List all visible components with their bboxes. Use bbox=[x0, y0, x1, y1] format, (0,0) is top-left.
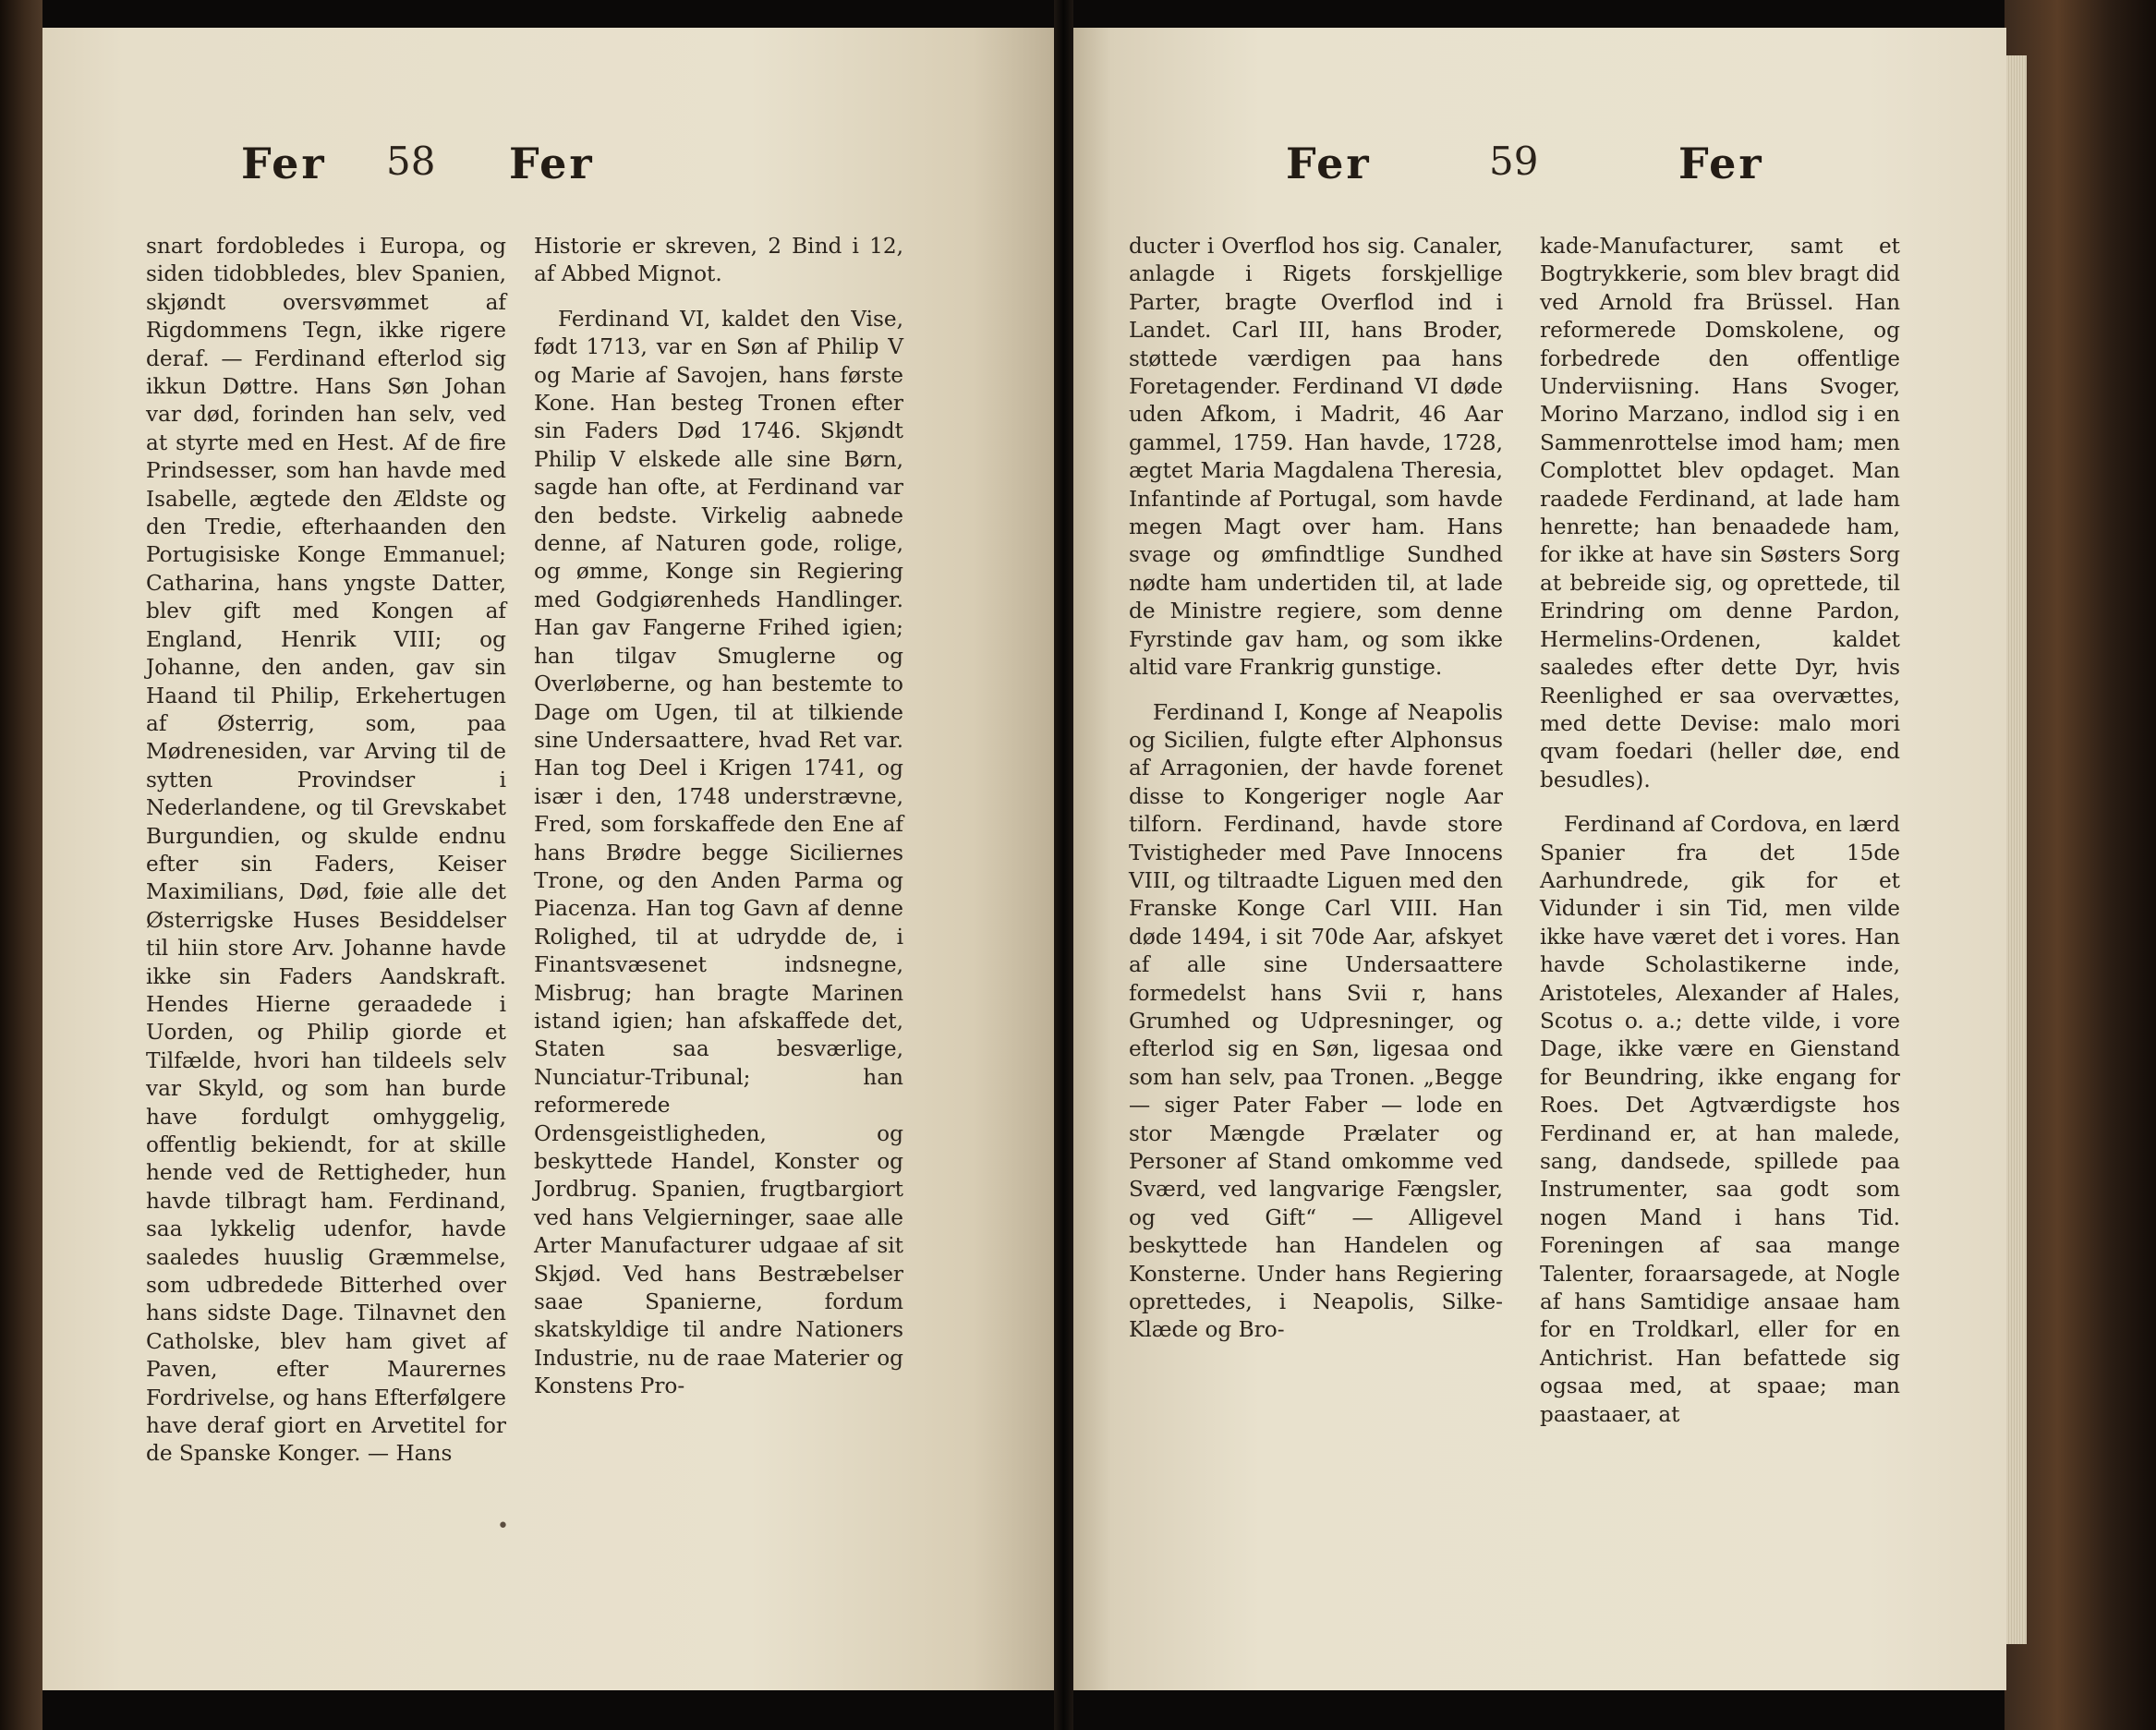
signature-dot: • bbox=[497, 1515, 509, 1538]
dictionary-entry-ferdinand-vi: Ferdinand VI, kaldet den Vise, født 1713, var en Søn af Philip V og Marie af Savojen, hans første Kone. Han besteg Tronen efter sin Faders Død 1746. Skjøndt Philip V elskede alle sine Børn, sagde han ofte, at Ferdinand var den bedste. Virkelig aabnede denne, af Naturen gode, rolige, og ømme, Konge sin Regiering med Godgiørenheds Handlinger. Han gav Fangerne Frihed igien; han tilgav Smuglerne og Overløberne, og han bestemte to Dage om Ugen, til at tilkiende sine Undersaattere, hvad Ret var. Han tog Deel i Krigen 1741, og især i den, 1748 understrævne, Fred, som forskaffede den Ene af hans Brødre begge Siciliernes Trone, og den Anden Parma og Piacenza. Han tog Gavn af denne Rolighed, til at udrydde de, i Finantsvæsenet indsnegne, Misbrug; han bragte Marinen istand igien; han afskaffede det, Staten saa besværlige, Nunciatur-Tribunal; han reformerede Ordensgeistligheden, og beskyttede Handel, Konster og Jordbrug. Spanien, frugtbargiort ved hans Velgierninger, saae alle Arter Manufacturer udgaae af sit Skjød. Ved hans Bestræbelser saae Spanierne, fordum skatskyldige til andre Nationers Industrie, nu de raae Materier og Konstens Pro- bbox=[534, 306, 903, 1399]
left-page bbox=[42, 28, 1054, 1690]
right-page-column-2 bbox=[1540, 233, 1900, 1429]
left-page-column-1 bbox=[146, 233, 506, 1469]
book-gutter bbox=[1054, 0, 1073, 1730]
page-number: 58 bbox=[386, 139, 436, 184]
page-number: 59 bbox=[1489, 139, 1539, 184]
running-headword-left: Fer bbox=[241, 139, 327, 188]
right-page-column-1 bbox=[1129, 233, 1503, 1345]
text-paragraph: kade-Manufacturer, samt et Bogtrykkerie, som blev bragt did ved Arnold fra Brüssel. Han reformerede Domskolene, og forbedrede den offentlige Underviisning. Hans Svoger, Morino Marzano, indlod sig i en Sammenrottelse imod ham; men Complottet blev opdaget. Man raadede Ferdinand, at lade ham henrette; han benaadede ham, for ikke at have sin Søsters Sorg at bebreide sig, og oprettede, til Erindring om denne Pardon, Hermelins-Ordenen, kaldet saaledes efter dette Dyr, hvis Reenlighed er saa overvættes, med dette Devise: malo mori qvam foedari (heller døe, end besudles). bbox=[1540, 234, 1900, 792]
book-cover-right-edge bbox=[2005, 0, 2156, 1730]
running-headword-right: Fer bbox=[1678, 139, 1764, 188]
text-paragraph: Historie er skreven, 2 Bind i 12, af Abbed Mignot. bbox=[534, 234, 903, 287]
book-cover-left-edge bbox=[0, 0, 42, 1730]
left-page-header bbox=[42, 139, 1054, 203]
dictionary-entry-ferdinand-af-cordova: Ferdinand af Cordova, en lærd Spanier fra det 15de Aarhundrede, gik for et Vidunder i sin Tid, men vilde ikke have været det i vores. Han havde Scholastikerne inde, Aristoteles, Alexander af Hales, Scotus o. a.; dette vilde, i vore Dage, ikke være en Gienstand for Beundring, ikke engang for Roes. Det Agtværdigste hos Ferdinand er, at han malede, sang, dandsede, spillede paa Instrumenter, saa godt som nogen Mand i hans Tid. Foreningen af saa mange Talenter, foraarsagede, at Nogle af hans Samtidige ansaae ham for en Troldkarl, eller for en Antichrist. Han befattede sig ogsaa med, at spaae; man paastaaer, at bbox=[1540, 812, 1900, 1427]
right-page bbox=[1073, 28, 2006, 1690]
running-headword-right: Fer bbox=[509, 139, 595, 188]
running-headword-left: Fer bbox=[1286, 139, 1372, 188]
left-page-column-2 bbox=[534, 233, 903, 1401]
right-page-header bbox=[1073, 139, 2006, 203]
text-paragraph: ducter i Overflod hos sig. Canaler, anlagde i Rigets forskjellige Parter, bragte Overflod ind i Landet. Carl III, hans Broder, støttede værdigen paa hans Foretagender. Ferdinand VI døde uden Afkom, i Madrit, 46 Aar gammel, 1759. Han havde, 1728, ægtet Maria Magdalena Theresia, Infantinde af Portugal, som havde megen Magt over ham. Hans svage og ømfindtlige Sundhed nødte ham undertiden til, at lade de Ministre regiere, som denne Fyrstinde gav ham, og som ikke altid vare Frankrig gunstige. bbox=[1129, 234, 1503, 681]
text-paragraph: snart fordobledes i Europa, og siden tidobbledes, blev Spanien, skjøndt oversvømmet af Rigdommens Tegn, ikke rigere deraf. — Ferdinand efterlod sig ikkun Døttre. Hans Søn Johan var død, forinden han selv, ved at styrte med en Hest. Af de fire Prindsesser, som han havde med Isabelle, ægtede den Ældste og den Tredie, efterhaanden den Portugisiske Konge Emmanuel; Catharina, hans yngste Datter, blev gift med Kongen af England, Henrik VIII; og Johanne, den anden, gav sin Haand til Philip, Erkehertugen af Østerrig, som, paa Mødrenesiden, var Arving til de sytten Provindser i Nederlandene, og til Grevskabet Burgundien, og skulde endnu efter sin Faders, Keiser Maximilians, Død, føie alle det Østerrigske Huses Besiddelser til hiin store Arv. Johanne havde ikke sin Faders Aandskraft. Hendes Hierne geraadede i Uorden, og Philip giorde et Tilfælde, hvori han tildeels selv var Skyld, og som han burde have fordulgt omhyggelig, offentlig bekiendt, for at skille hende ved de Rettigheder, hun havde tilbragt ham. Ferdinand, saa lykkelig udenfor, havde saaledes huuslig Græmmelse, som udbredede Bitterhed over hans sidste Dage. Tilnavnet den Catholske, blev ham givet af Paven, efter Maurernes Fordrivelse, og hans Efterfølgere have deraf giort en Arvetitel for de Spanske Konger. — Hans bbox=[146, 234, 506, 1467]
dictionary-entry-ferdinand-i: Ferdinand I, Konge af Neapolis og Sicilien, fulgte efter Alphonsus af Arragonien, der havde forenet disse to Kongeriger nogle Aar tilforn. Ferdinand, havde store Tvistigheder med Pave Innocens VIII, og tiltraadte Liguen med den Franske Konge Carl VIII. Han døde 1494, i sit 70de Aar, afskyet af alle sine Undersaattere formedelst hans Svii r, hans Grumhed og Udpresninger, og efterlod sig en Søn, ligesaa ond som han selv, paa Tronen. „Begge — siger Pater Faber — lode en stor Mængde Prælater og Personer af Stand omkomme ved Sværd, ved langvarige Fængsler, og ved Gift“ — Alligevel beskyttede han Handelen og Konsterne. Under hans Regiering oprettedes, i Neapolis, Silke-Klæde og Bro- bbox=[1129, 699, 1503, 1343]
